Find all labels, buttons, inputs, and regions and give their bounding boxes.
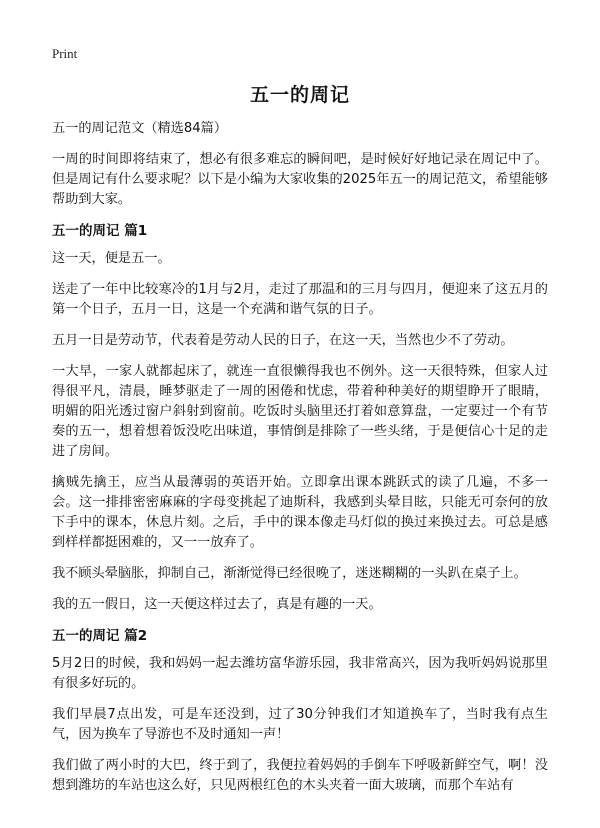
section-heading: 五一的周记 篇1 [52, 223, 148, 239]
print-link[interactable]: Print [52, 46, 78, 61]
paragraph: 我不顾头晕脑胀，抑制自己，渐渐觉得已经很晚了，迷迷糊糊的一头趴在桌子上。 [52, 566, 527, 581]
paragraph: 5月2日的时候，我和妈妈一起去潍坊富华游乐园，我非常高兴，因为我听妈妈说那里有很多好玩的。 [52, 656, 548, 691]
paragraph: 我的五一假日，这一天便这样过去了，真是有趣的一天。 [52, 597, 382, 612]
paragraph: 送走了一年中比较寒冷的1月与2月，走过了那温和的三月与四月，便迎来了这五月的第一个日子，五月一日，这是一个充满和谐气氛的日子。 [52, 282, 548, 317]
paragraph: 我们做了两小时的大巴，终于到了，我便拉着妈妈的手倒车下呼吸新鲜空气，啊！没想到潍坊的车站也这么好，只见两根红色的木头夹着一面大玻璃，而那个车站有 [52, 758, 548, 793]
paragraph: 擒贼先擒王，应当从最薄弱的英语开始。立即拿出课本跳跃式的读了几遍，不多一会。这一排排密密麻麻的字母变挑起了迪斯科，我感到头晕目眩，只能无可奈何的放下手中的课本，休息片刻。之后，手中的课本像走马灯似的换过来换过去。可总是感到样样都挺困难的，又一一放弃了。 [52, 475, 548, 550]
article-body [52, 119, 548, 807]
paragraph: 一大早，一家人就都起床了，就连一直很懒得我也不例外。这一天很特殊，但家人过得很平凡，清晨，睡梦驱走了一周的困倦和忧虑，带着种种美好的期望睁开了眼睛，明媚的阳光透过窗户斜射到窗前。吃饭时头脑里还打着如意算盘，一定要过一个有节奏的五一，想着想着饭没吃出味道，事情倒是排除了一些头绪，于是便信心十足的走进了房间。 [52, 364, 548, 459]
paragraph: 这一天，便是五一。 [52, 251, 171, 266]
intro-paragraph: 一周的时间即将结束了，想必有很多难忘的瞬间吧，是时候好好地记录在周记中了。但是周记有什么要求呢？以下是小编为大家收集的2025年五一的周记范文，希望能够帮助到大家。 [52, 152, 548, 207]
paragraph: 五月一日是劳动节，代表着是劳动人民的日子，在这一天，当然也少不了劳动。 [52, 333, 514, 348]
article-subtitle: 五一的周记范文（精选84篇） [52, 121, 228, 136]
paragraph: 我们早晨7点出发，可是车还没到，过了30分钟我们才知道换车了，当时我有点生气，因为换车了导游也不及时通知一声！ [52, 707, 548, 742]
page-title: 五一的周记 [249, 84, 350, 106]
section-heading: 五一的周记 篇2 [52, 628, 148, 644]
